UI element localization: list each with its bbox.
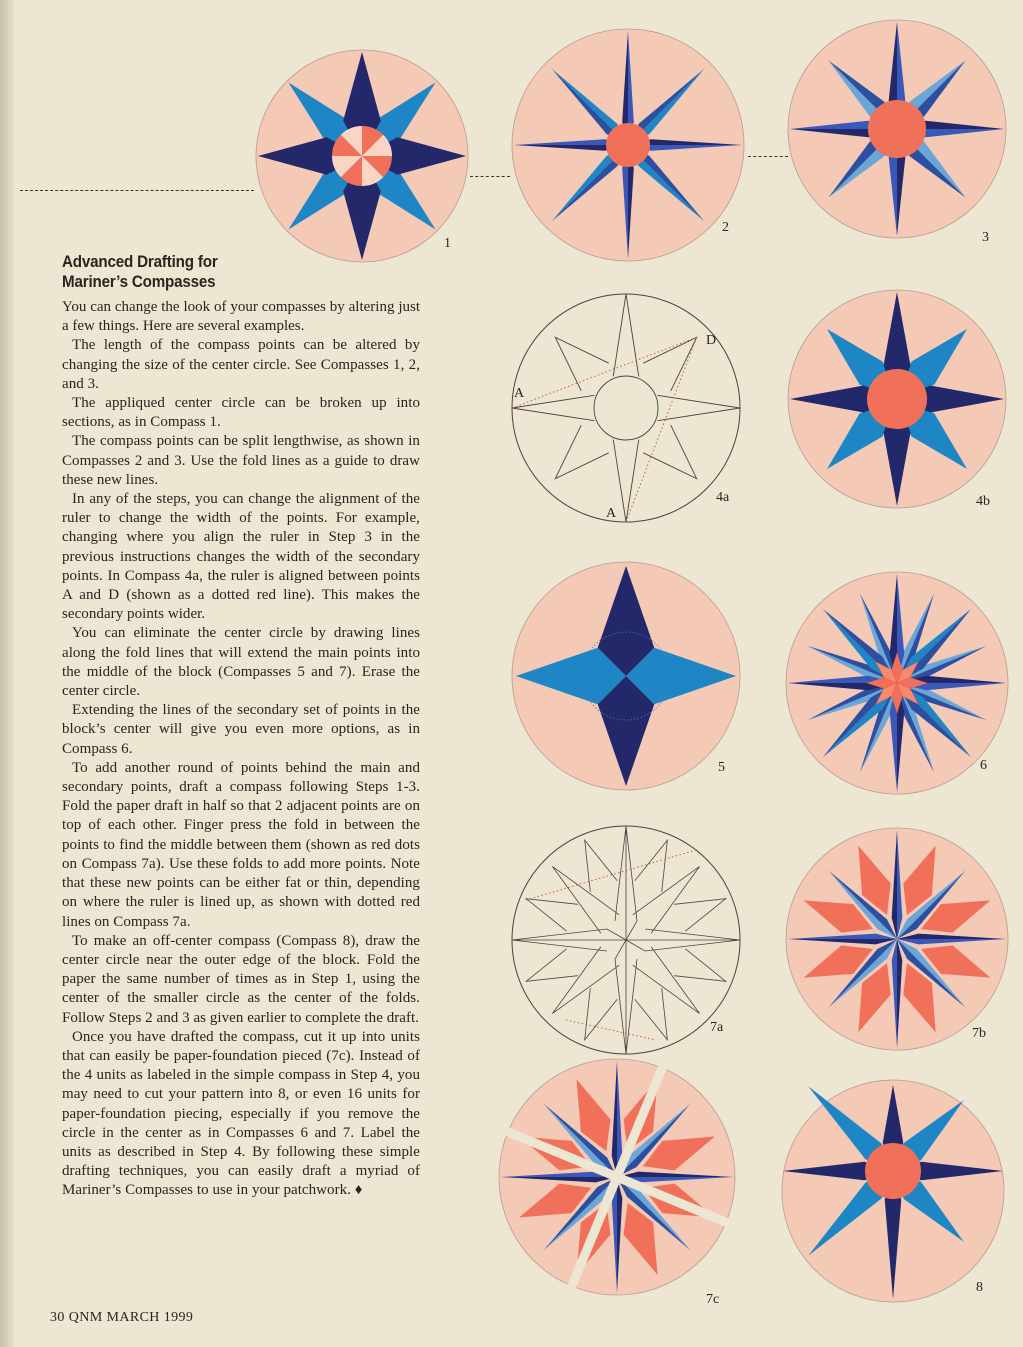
main-point-outline xyxy=(512,929,626,951)
compass-8 xyxy=(780,1078,1006,1304)
paragraph: The compass points can be split lengthwise, as shown in Compasses 2 and 3. Use the fold lines as a guide to draw these new lines. xyxy=(62,433,420,488)
main-point-outline xyxy=(626,929,740,951)
point-label-a-bottom: A xyxy=(606,506,617,521)
ruler-dotted-line xyxy=(566,1020,656,1040)
compass-4b xyxy=(786,288,1008,510)
tertiary-point-outline xyxy=(635,988,667,1040)
secondary-point-outline xyxy=(643,425,697,479)
figure-label-1: 1 xyxy=(444,236,451,251)
secondary-point-outline xyxy=(552,866,619,933)
center-circle xyxy=(865,1143,921,1199)
title-line-1: Advanced Drafting for xyxy=(62,253,218,271)
paragraph: You can eliminate the center circle by drawing lines along the fold lines that will extend the main points into the middle of the block (Compasses 5 and 7). Erase the center circle. xyxy=(62,625,420,700)
secondary-point-outline xyxy=(633,866,700,933)
compass-4a xyxy=(510,292,742,524)
fold-line-mid xyxy=(470,176,510,177)
compass-7a-drawing xyxy=(510,824,742,1056)
main-point-outline xyxy=(613,294,638,376)
tertiary-point-outline xyxy=(674,899,726,931)
center-circle xyxy=(867,369,927,429)
compass-4a-drawing xyxy=(510,292,742,524)
compass-8-drawing xyxy=(780,1078,1006,1304)
figure-label-3: 3 xyxy=(982,230,989,245)
compass-7a xyxy=(510,824,742,1056)
tertiary-point-outline xyxy=(635,840,667,892)
paragraph: To make an off-center compass (Compass 8), draw the center circle near the outer edge of the block. Fold the paper the same number of times as in Step 1, using the center of the smaller circle as the center of the folds. Follow Steps 2 and 3 as given earlier to complete the draft. xyxy=(62,932,420,1026)
compass-1-drawing xyxy=(254,48,470,264)
figure-label-4b: 4b xyxy=(976,494,990,509)
tertiary-point-outline xyxy=(526,949,578,981)
figure-label-4a: 4a xyxy=(716,490,730,505)
figure-label-7c: 7c xyxy=(706,1292,720,1307)
paragraph: The length of the compass points can be altered by changing the size of the center circle. See Compasses 1, 2, and 3. xyxy=(62,337,420,392)
tertiary-point-outline xyxy=(585,840,617,892)
tertiary-point-outline xyxy=(585,988,617,1040)
compass-6-drawing xyxy=(784,570,1010,796)
tertiary-point-outline xyxy=(526,899,578,931)
secondary-point-outline xyxy=(555,337,609,391)
paragraph: To add another round of points behind the main and secondary points, draft a compass following Steps 1-3. Fold the paper draft in half so that 2 adjacent points are on top of each other. Finger press the fold in between the points to find the middle between them (shown as red dots on Compass 7a). Use these folds to add more points. Note that these new points can be either fat or thin, depending on where the ruler is lined up, as shown with dotted red lines on Compass 7a. xyxy=(62,759,420,930)
figure-label-8: 8 xyxy=(976,1280,983,1295)
compass-7c-drawing xyxy=(492,1052,742,1302)
compass-4b-drawing xyxy=(786,288,1008,510)
article xyxy=(62,252,420,1201)
compass-2-drawing xyxy=(510,27,746,263)
secondary-point-outline xyxy=(555,425,609,479)
secondary-point-outline xyxy=(633,947,700,1014)
figure-label-7a: 7a xyxy=(710,1020,724,1035)
center-circle xyxy=(868,100,926,158)
figure-label-2: 2 xyxy=(722,220,729,235)
secondary-point-outline xyxy=(643,337,697,391)
compass-3-drawing xyxy=(786,18,1008,240)
paragraph: Extending the lines of the secondary set of points in the block’s center will give you even more options, as in Compass 6. xyxy=(62,702,420,757)
compass-6 xyxy=(784,570,1010,796)
paragraph: The appliqued center circle can be broken up into sections, as in Compass 1. xyxy=(62,395,420,431)
compass-5-drawing xyxy=(510,560,742,792)
main-point-outline xyxy=(512,395,594,420)
title-line-2: Mariner’s Compasses xyxy=(62,273,216,291)
compass-7c xyxy=(492,1052,742,1302)
tertiary-point-outline xyxy=(674,949,726,981)
compass-5 xyxy=(510,560,742,792)
figure-label-5: 5 xyxy=(718,760,725,775)
center-circle-outline xyxy=(594,376,658,440)
paragraph: Once you have drafted the compass, cut it up into units that can easily be paper-foundation pieced (7c). Instead of the 4 units as labeled in the simple compass in Step 4, you may need to cut your pattern into 8, or even 16 units for paper-foundation piecing, especially if you remove the circle in the center as in Compasses 6 and 7. Label the units as described in Step 4. By following these simple drafting techniques, you can easily draft a myriad of Mariner’s Compasses to use in your patchwork. ♦ xyxy=(62,1028,420,1199)
page-edge xyxy=(0,0,14,1347)
main-point-outline xyxy=(615,940,637,1054)
point-label-a-left: A xyxy=(514,386,525,401)
compass-1 xyxy=(254,48,470,264)
secondary-point-outline xyxy=(552,947,619,1014)
main-point-outline xyxy=(613,440,638,522)
main-point-outline xyxy=(615,826,637,940)
intro-paragraph: You can change the look of your compasses by altering just a few things. Here are several examples. xyxy=(62,299,420,335)
center-circle xyxy=(606,123,650,167)
fold-line-left xyxy=(20,190,254,191)
compass-7b-drawing xyxy=(784,826,1010,1052)
compass-3 xyxy=(786,18,1008,240)
point-label-d: D xyxy=(706,333,717,348)
ruler-dotted-line xyxy=(526,850,696,900)
main-point-outline xyxy=(658,395,740,420)
compass-7b xyxy=(784,826,1010,1052)
figure-label-6: 6 xyxy=(980,758,987,773)
compass-2 xyxy=(510,27,746,263)
fold-line-right xyxy=(748,156,788,157)
figure-label-7b: 7b xyxy=(972,1026,986,1041)
paragraph: In any of the steps, you can change the alignment of the ruler to change the width of the points. For example, changing where you align the ruler in Step 3 in the previous instructions changes the width of the secondary points. In Compass 4a, the ruler is aligned between points A and D (shown as a dotted red line). This makes the secondary points wider. xyxy=(62,491,420,623)
page-folio: 30 QNM MARCH 1999 xyxy=(50,1310,194,1325)
outline-circle xyxy=(512,294,740,522)
